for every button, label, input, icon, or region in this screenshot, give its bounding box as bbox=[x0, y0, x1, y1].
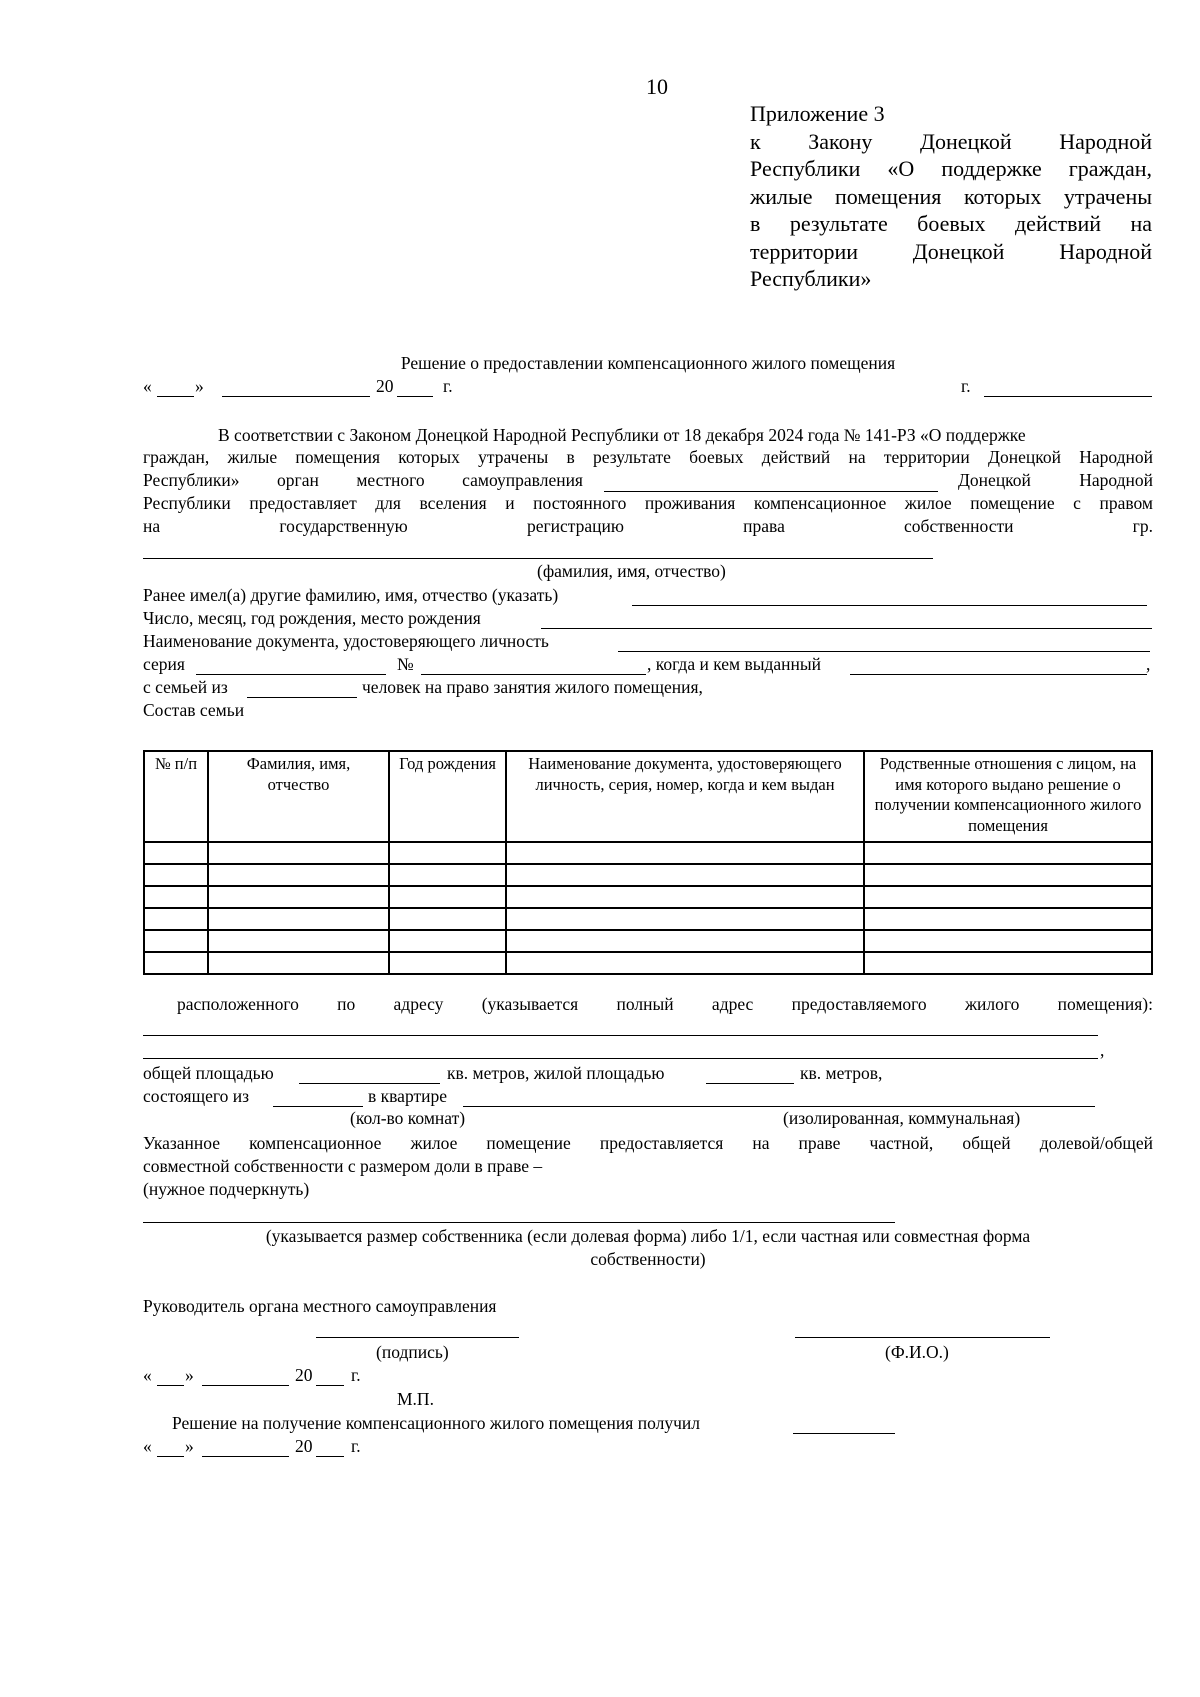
receive-year-suffix: г. bbox=[351, 1436, 361, 1456]
doc-name-label: Наименование документа, удостоверяющего личность bbox=[143, 631, 549, 651]
fio-caption: (фамилия, имя, отчество) bbox=[537, 561, 726, 581]
receive-year-prefix: 20 bbox=[295, 1436, 313, 1456]
table-cell[interactable] bbox=[864, 842, 1152, 864]
address-blank-2 bbox=[143, 1058, 1098, 1059]
table-cell[interactable] bbox=[506, 930, 864, 952]
head-label: Руководитель органа местного самоуправления bbox=[143, 1296, 497, 1316]
total-area-blank bbox=[299, 1083, 440, 1084]
annex-line: территории Донецкой Народной bbox=[750, 238, 1152, 264]
paragraph-line-3b: Донецкой Народной bbox=[958, 470, 1153, 490]
table-cell[interactable] bbox=[208, 886, 389, 908]
table-cell[interactable] bbox=[389, 886, 506, 908]
authority-blank bbox=[604, 491, 938, 492]
table-row bbox=[144, 886, 1152, 908]
ownership-line-1: Указанное компенсационное жилое помещение предоставляется на праве частной, общей долевой/общей bbox=[143, 1133, 1153, 1153]
paragraph-line-4: Республики предоставляет для вселения и постоянного проживания компенсационное жилое помещение с правом bbox=[143, 493, 1153, 513]
table-header-row bbox=[144, 751, 1152, 842]
date-open-quote: « bbox=[143, 376, 152, 396]
table-header: Год рождения bbox=[389, 751, 506, 842]
sign-month-blank bbox=[202, 1385, 289, 1386]
table-cell[interactable] bbox=[864, 952, 1152, 974]
signature-blank bbox=[316, 1337, 519, 1338]
table-cell[interactable] bbox=[864, 930, 1152, 952]
date-close-quote: » bbox=[195, 376, 204, 396]
number-blank bbox=[421, 674, 646, 675]
table-cell[interactable] bbox=[864, 908, 1152, 930]
address-comma: , bbox=[1100, 1040, 1105, 1060]
annex-line: жилые помещения которых утрачены bbox=[750, 183, 1152, 209]
sign-year-blank bbox=[316, 1385, 344, 1386]
annex-line: Приложение 3 bbox=[750, 101, 885, 126]
family-count-blank bbox=[247, 697, 357, 698]
table-cell[interactable] bbox=[389, 952, 506, 974]
table-header: Фамилия, имя, отчество bbox=[208, 751, 389, 842]
receive-year-blank bbox=[316, 1456, 344, 1457]
head-fio-blank bbox=[795, 1337, 1050, 1338]
table-cell[interactable] bbox=[144, 908, 208, 930]
sign-date-open-quote: « bbox=[143, 1365, 152, 1385]
citizen-name-blank bbox=[143, 558, 933, 559]
family-composition-label: Состав семьи bbox=[143, 700, 245, 720]
birth-label: Число, месяц, год рождения, место рождения bbox=[143, 608, 481, 628]
table-row bbox=[144, 842, 1152, 864]
doc-name-blank bbox=[618, 651, 1150, 652]
annex-line: Республики» bbox=[750, 266, 872, 291]
sign-year-suffix: г. bbox=[351, 1365, 361, 1385]
series-label: серия bbox=[143, 654, 185, 674]
birth-blank bbox=[541, 628, 1152, 629]
number-sign: № bbox=[397, 654, 414, 674]
sign-date-close-quote: » bbox=[185, 1365, 194, 1385]
family-table bbox=[143, 750, 1153, 975]
table-cell[interactable] bbox=[389, 930, 506, 952]
table-cell[interactable] bbox=[506, 952, 864, 974]
date-year-blank bbox=[397, 396, 433, 397]
series-blank bbox=[196, 674, 386, 675]
ownership-line-3: (нужное подчеркнуть) bbox=[143, 1179, 310, 1199]
ownership-line-2: совместной собственности с размером доли в праве – bbox=[143, 1156, 543, 1176]
table-row bbox=[144, 952, 1152, 974]
table-cell[interactable] bbox=[208, 864, 389, 886]
date-month-blank bbox=[222, 396, 370, 397]
annex-line: Республики «О поддержке граждан, bbox=[750, 156, 1152, 181]
rooms-label-a: состоящего из bbox=[143, 1086, 249, 1106]
share-blank bbox=[143, 1222, 895, 1223]
family-suffix: человек на право занятия жилого помещения, bbox=[362, 677, 703, 697]
table-cell[interactable] bbox=[208, 952, 389, 974]
issued-comma: , bbox=[1146, 654, 1151, 674]
area-label-c: кв. метров, bbox=[800, 1063, 883, 1083]
document-title: Решение о предоставлении компенсационного жилого помещения bbox=[400, 353, 896, 373]
table-cell[interactable] bbox=[506, 864, 864, 886]
prev-name-label: Ранее имел(а) другие фамилию, имя, отчество (указать) bbox=[143, 585, 559, 605]
annex-line: в результате боевых действий на bbox=[750, 211, 1152, 236]
stamp-label: М.П. bbox=[397, 1389, 434, 1409]
received-blank bbox=[793, 1433, 895, 1434]
paragraph-line-1: В соответствии с Законом Донецкой Народной Республики от 18 декабря 2024 года № 141-РЗ «О поддержке bbox=[218, 425, 1026, 445]
table-row bbox=[144, 908, 1152, 930]
table-cell[interactable] bbox=[144, 842, 208, 864]
table-cell[interactable] bbox=[864, 886, 1152, 908]
receive-month-blank bbox=[202, 1456, 289, 1457]
area-label-a: общей площадью bbox=[143, 1063, 274, 1083]
rooms-count-blank bbox=[273, 1106, 363, 1107]
table-cell[interactable] bbox=[389, 908, 506, 930]
living-area-blank bbox=[706, 1083, 794, 1084]
table-cell[interactable] bbox=[864, 864, 1152, 886]
share-caption-2: собственности) bbox=[590, 1249, 706, 1269]
head-fio-caption: (Ф.И.О.) bbox=[885, 1342, 949, 1362]
date-day-blank bbox=[157, 396, 194, 397]
table-header: № п/п bbox=[144, 751, 208, 842]
table-cell[interactable] bbox=[144, 952, 208, 974]
table-cell[interactable] bbox=[208, 908, 389, 930]
table-row bbox=[144, 930, 1152, 952]
table-header: Родственные отношения с лицом, на имя которого выдано решение о получении компенсационного жилого помещения bbox=[864, 751, 1152, 842]
signature-caption: (подпись) bbox=[376, 1342, 449, 1362]
receive-day-blank bbox=[157, 1456, 184, 1457]
table-cell[interactable] bbox=[506, 842, 864, 864]
table-cell[interactable] bbox=[144, 886, 208, 908]
received-label: Решение на получение компенсационного жилого помещения получил bbox=[172, 1413, 700, 1433]
table-header: Наименование документа, удостоверяющего личность, серия, номер, когда и кем выдан bbox=[506, 751, 864, 842]
address-blank-1 bbox=[143, 1035, 1098, 1036]
date-year-suffix: г. bbox=[443, 376, 453, 396]
paragraph-line-2: граждан, жилые помещения которых утрачены в результате боевых действий на территории Донецкой Народной bbox=[143, 447, 1153, 467]
flat-type-caption: (изолированная, коммунальная) bbox=[783, 1108, 1021, 1128]
rooms-caption: (кол-во комнат) bbox=[350, 1108, 466, 1128]
issued-label: , когда и кем выданный bbox=[647, 654, 822, 674]
city-blank bbox=[984, 396, 1152, 397]
receive-date-open-quote: « bbox=[143, 1436, 152, 1456]
issued-blank bbox=[850, 674, 1147, 675]
family-prefix: с семьей из bbox=[143, 677, 228, 697]
share-caption-1: (указывается размер собственника (если долевая форма) либо 1/1, если частная или совместная форма bbox=[265, 1226, 1031, 1246]
table-cell[interactable] bbox=[389, 864, 506, 886]
annex-line: к Закону Донецкой Народной bbox=[750, 128, 1152, 154]
paragraph-line-3a: Республики» орган местного самоуправления bbox=[143, 470, 583, 490]
flat-type-blank bbox=[463, 1106, 1095, 1107]
table-cell[interactable] bbox=[389, 842, 506, 864]
date-year-prefix: 20 bbox=[376, 376, 394, 396]
prev-name-blank bbox=[632, 605, 1147, 606]
table-cell[interactable] bbox=[208, 930, 389, 952]
annex-block bbox=[750, 100, 1152, 293]
sign-year-prefix: 20 bbox=[295, 1365, 313, 1385]
rooms-label-b: в квартире bbox=[368, 1086, 447, 1106]
table-row bbox=[144, 864, 1152, 886]
table-cell[interactable] bbox=[208, 842, 389, 864]
paragraph-line-5: на государственную регистрацию права собственности гр. bbox=[143, 516, 1153, 536]
table-cell[interactable] bbox=[144, 864, 208, 886]
address-label: расположенного по адресу (указывается полный адрес предоставляемого жилого помещения): bbox=[177, 994, 1153, 1014]
table-cell[interactable] bbox=[506, 908, 864, 930]
sign-day-blank bbox=[157, 1385, 184, 1386]
area-label-b: кв. метров, жилой площадью bbox=[447, 1063, 665, 1083]
receive-date-close-quote: » bbox=[185, 1436, 194, 1456]
table-cell[interactable] bbox=[506, 886, 864, 908]
table-cell[interactable] bbox=[144, 930, 208, 952]
page-number: 10 bbox=[646, 74, 668, 99]
city-prefix: г. bbox=[961, 376, 971, 396]
